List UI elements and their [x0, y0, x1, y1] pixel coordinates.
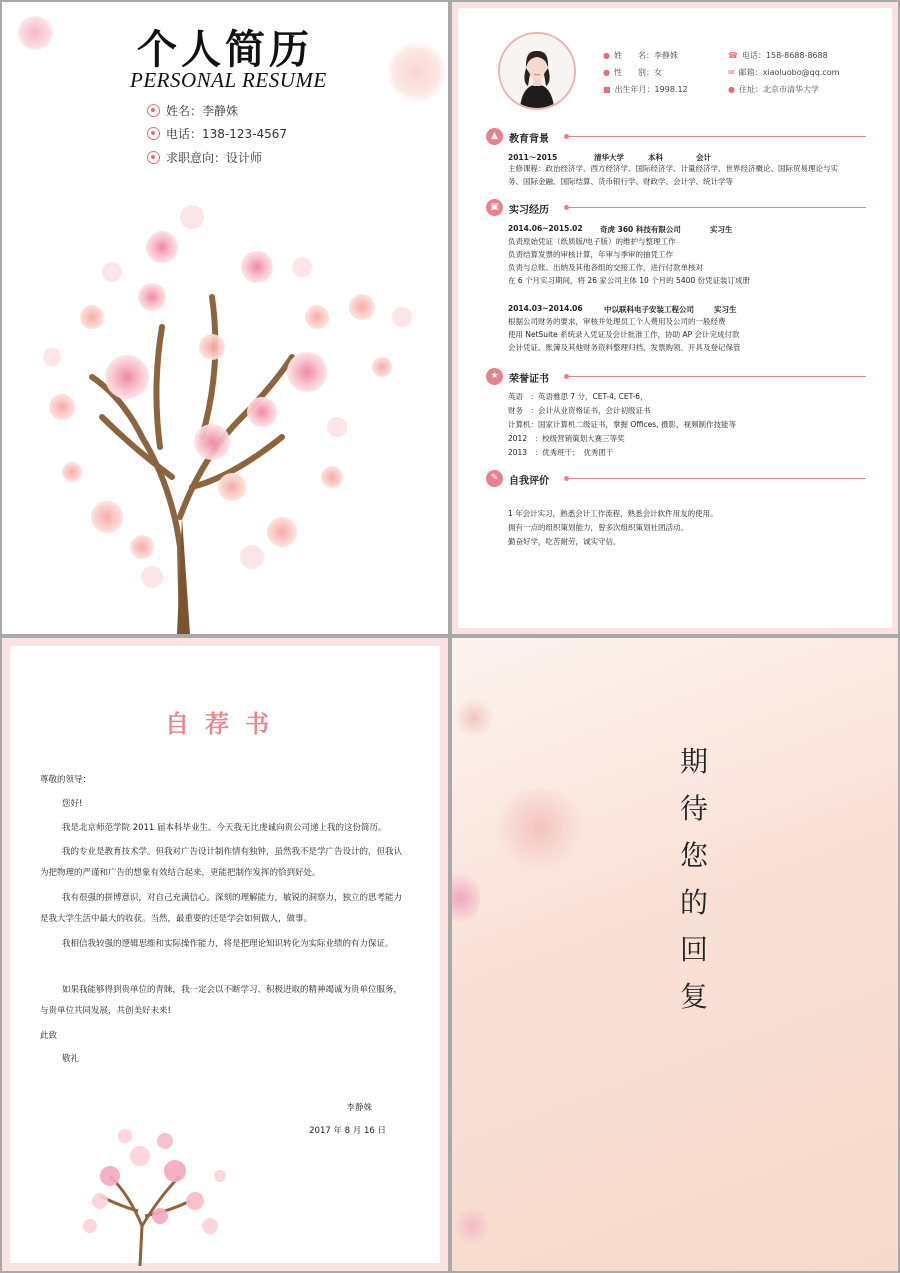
job1-role: 实习生 [710, 225, 733, 234]
internship-section-header: ▣ 实习经历 [486, 199, 866, 217]
blossom-decoration [452, 868, 480, 928]
letter-closing: 敬礼 [62, 1054, 80, 1064]
contact-birth: ■ 出生年月：1998.12 [603, 85, 688, 94]
letter-signature: 李静姝 [346, 1103, 372, 1113]
edu-courses-cont: 务、国际金融、国际结算、货币银行学、财政学、会计学、统计学等 [508, 177, 733, 186]
honor-item: 计算机：国家计算机二级证书，掌握 Offices, 摄影，视频制作技能等 [508, 420, 736, 429]
contact-name: ● 姓 名：李静姝 [603, 51, 678, 60]
blossom-decoration [454, 698, 494, 738]
job1-duty: 在 6 个月实习期间，将 26 家公司主体 10 个月的 5400 份凭证装订成册 [508, 276, 751, 285]
self-eval-line: 1 年会计实习，熟悉会计工作流程，熟悉会计软件用友的使用。 [508, 509, 718, 518]
cherry-tree-illustration [32, 187, 432, 634]
back-cover-page [452, 638, 898, 1271]
honors-section-header: ★ 荣誉证书 [486, 368, 866, 386]
closing-char: 待 [679, 792, 708, 825]
letter-paragraph: 我的专业是教育技术学。但我对广告设计制作情有独钟，虽然我不是学广告设计的，但我认为把物理的严谨和广告的想象有效结合起来，更能把制作发挥的恰到好处。 [40, 847, 403, 878]
resume-page [452, 2, 898, 634]
edu-courses: 主修课程：政治经济学、西方经济学、国际经济学、计量经济学、世界经济概论、国际贸易理论与实 [508, 164, 838, 173]
job1-duty: 负责结算发票的审核计算，年审与季审的抽凭工作 [508, 250, 673, 259]
letter-closing: 此致 [40, 1031, 58, 1041]
cover-name-row [147, 102, 238, 119]
avatar [498, 32, 576, 110]
closing-char: 回 [679, 933, 708, 966]
calendar-icon: ■ [603, 85, 611, 94]
blossom-cluster [43, 205, 412, 588]
honor-item: 2013 ：优秀班干； 优秀团干 [508, 448, 614, 457]
cover-intention: 求职意向：设计师 [166, 151, 263, 165]
job2-role: 实习生 [714, 305, 737, 314]
job2-duty: 根据公司财务的要求，审核并处理员工个人费用及公司的一般经费 [508, 317, 726, 326]
self-eval-line: 勤奋好学，吃苦耐劳，诚实守信。 [508, 537, 621, 546]
cover-name: 姓名：李静姝 [166, 104, 239, 118]
edu-major: 会计 [696, 153, 711, 162]
cover-phone-row [147, 125, 287, 142]
gender-icon: ● [603, 68, 610, 77]
job2-duty: 使用 NetSuite 系统录入凭证及会计批准工作，协助 AP 会计完成付款 [508, 330, 740, 339]
self-eval-section-header: ✎ 自我评价 [486, 470, 866, 488]
location-icon: ● [728, 85, 735, 94]
briefcase-icon [147, 151, 160, 164]
person-icon [147, 104, 160, 117]
blossom-decoration [454, 1208, 490, 1244]
graduation-cap-icon: ▲ [486, 128, 503, 145]
job2-company: 中以联科电子安装工程公司 [604, 305, 694, 314]
cover-letter-page [2, 638, 448, 1271]
letter-date: 2017 年 8 月 16 日 [309, 1126, 386, 1136]
person-icon: ● [603, 51, 610, 60]
job1-duty: 负责原始凭证（纸质版/电子版）的维护与整理工作 [508, 237, 676, 246]
closing-char: 复 [679, 980, 708, 1013]
letter-title: 自荐书 [165, 709, 285, 738]
portrait-illustration [500, 34, 574, 108]
cover-intention-row [147, 149, 262, 166]
blossom-decoration [16, 16, 54, 50]
education-section-header: ▲ 教育背景 [486, 128, 866, 146]
blossom-decoration [492, 788, 587, 868]
cover-phone: 电话：138-123-4567 [166, 127, 288, 141]
letter-greeting: 尊敬的领导： [40, 775, 92, 785]
honor-item: 财务 ：会计从业资格证书，会计初级证书 [508, 406, 651, 415]
closing-char: 的 [679, 886, 708, 919]
closing-char: 期 [679, 745, 708, 778]
blossom-decoration [387, 42, 447, 102]
job1-period: 2014.06~2015.02 [508, 224, 583, 233]
job2-period: 2014.03~2014.06 [508, 304, 583, 313]
letter-paragraph: 我有很强的拼博意识，对自己充满信心。深刻的理解能力，敏锐的洞察力，独立的思考能力是我大学生活中最大的收获。当然，最重要的还是学会如何做人，做事。 [40, 893, 403, 924]
award-icon: ★ [486, 368, 503, 385]
contact-phone: ☎ 电话：158-8688-8688 [728, 51, 828, 60]
cover-title: 个人简历 [137, 26, 313, 73]
resume-content [458, 8, 892, 628]
letter-paragraph: 我相信我较强的逻辑思维和实际操作能力，将是把理论知识转化为实际业绩的有力保证。 [62, 939, 394, 949]
letter-paragraph: 我是北京师范学院 2011 届本科毕业生。今天我无比虔诚向贵公司递上我的这份简历。 [62, 823, 387, 833]
letter-paragraph: 如果我能够得到贵单位的青睐，我一定会以不断学习、积极进取的精神竭诚为贵单位服务，与贵单位共同发展，共创美好未来! [40, 985, 403, 1016]
letter-content [10, 646, 440, 1263]
edu-degree: 本科 [648, 153, 663, 162]
self-eval-line: 拥有一点的组织策划能力，曾多次组织策划社团活动。 [508, 523, 688, 532]
contact-address: ● 住址：北京市清华大学 [728, 85, 819, 94]
closing-message-vertical [674, 738, 714, 1020]
small-cherry-tree-illustration [70, 1116, 240, 1266]
cover-subtitle: PERSONAL RESUME [130, 68, 327, 92]
letter-hello: 您好! [62, 799, 83, 809]
briefcase-icon: ▣ [486, 199, 503, 216]
job1-duty: 负责与总账、出纳及其他各组的交接工作，进行付款单核对 [508, 263, 703, 272]
edit-icon: ✎ [486, 470, 503, 487]
honor-item: 英语 ：英语雅思 7 分，CET-4, CET-6， [508, 392, 648, 401]
phone-icon [147, 127, 160, 140]
edu-school: 清华大学 [594, 153, 624, 162]
closing-char: 您 [679, 839, 708, 872]
cover-page [2, 2, 448, 634]
contact-email: ✉ 邮箱：xiaoluobo@qq.com [728, 68, 840, 77]
phone-icon: ☎ [728, 51, 738, 60]
job1-company: 奇虎 360 科技有限公司 [600, 225, 681, 234]
job2-duty: 会计凭证、账簿及其他财务资料整理归档，发票购领、开具及登记保管 [508, 343, 741, 352]
contact-gender: ● 性 别：女 [603, 68, 662, 77]
honor-item: 2012 ：校级营销策划大赛三等奖 [508, 434, 625, 443]
mail-icon: ✉ [728, 68, 735, 77]
edu-period: 2011～2015 [508, 153, 558, 162]
